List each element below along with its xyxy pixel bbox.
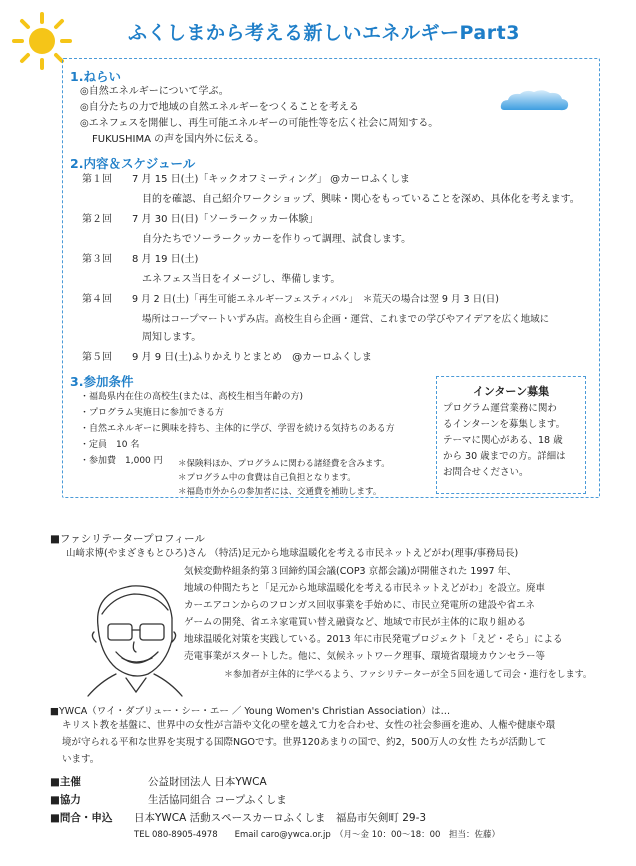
session-date: 7 月 15 日(土)「キックオフミーティング」 @カーロふくしま — [132, 174, 410, 185]
aims-item: ◎エネフェスを開催し、再生可能エネルギーの可能性等を広く社会に周知する。 — [80, 118, 439, 129]
facilitator-heading: ■ファシリテータープロフィール — [50, 533, 205, 545]
bio-line: ゲームの開発、省エネ家電買い替え融資など、地域で市民が主体的に取り組める — [184, 617, 527, 628]
facilitator-portrait — [70, 570, 200, 700]
intern-line: プログラム運営業務に関わ — [443, 403, 557, 414]
aims-item: ◎自然エネルギーについて学ぶ。 — [80, 86, 229, 97]
intern-line: から 30 歳までの方。詳細は — [443, 451, 566, 462]
schedule-heading: 2.内容＆スケジュール — [70, 156, 196, 171]
session-number: 第３回 — [82, 254, 112, 265]
bio-line: 地球温暖化対策を実践している。2013 年に市民発電プロジェクト「えど・そら」による — [184, 634, 563, 645]
cloud-icon — [498, 88, 570, 114]
condition-item: ・自然エネルギーに興味を持ち、主体的に学び、学習を続ける気持ちのある方 — [80, 424, 395, 434]
condition-item: ・参加費 1,000 円 — [80, 456, 163, 466]
bio-line: カーエアコンからのフロンガス回収事業を手始めに、市民立発電所の建設や省エネ — [184, 600, 536, 611]
condition-note: ＊福島市外からの参加者には、交通費を補助します。 — [178, 487, 382, 497]
condition-note: ＊プログラム中の食費は自己負担となります。 — [178, 473, 356, 483]
session-date: 8 月 19 日(土) — [132, 254, 199, 265]
page-title: ふくしまから考える新しいエネルギーPart3 — [128, 22, 520, 44]
condition-item: ・プログラム実施日に参加できる方 — [80, 408, 224, 418]
ywca-line: 境が守られる平和な世界を実現する国際NGOです。世界120あまりの国で、約2，500万人の女性 たちが活動して — [62, 737, 547, 748]
session-desc: 周知します。 — [142, 332, 202, 343]
contact-details: TEL 080-8905-4978 Email caro@ywca.or.jp （月～金 10：00～18：00 担当：佐藤） — [134, 830, 500, 840]
session-desc: 場所はコープマートいずみ店。高校生自ら企画・運営、これまでの学びやアイデアを広く地域に — [142, 314, 550, 325]
session-desc: 目的を確認、自己紹介ワークショップ、興味・関心をもっていることを深め、具体化を考えます。 — [142, 194, 580, 205]
ywca-line: キリスト教を基盤に、世界中の女性が言語や文化の壁を越えて力を合わせ、女性の社会参画を進め、人権や健康や環 — [62, 720, 556, 731]
bio-line: 売電事業がスタートした。他に、気候ネットワーク理事、環境省環境カウンセラー等 — [184, 651, 546, 662]
session-date: 9 月 2 日(土)「再生可能エネルギーフェスティバル」 ＊荒天の場合は翌 9 月 3 日(日) — [132, 294, 499, 305]
session-desc: エネフェス当日をイメージし、準備します。 — [142, 274, 341, 285]
facilitator-name: 山﨑求博(やまざきもとひろ)さん （特活)足元から地球温暖化を考える市民ネットえどがわ(理事/事務局長) — [66, 548, 519, 559]
session-date: 9 月 9 日(土)ふりかえりとまとめ @カーロふくしま — [132, 352, 372, 363]
contact-label: ■問合・申込 — [50, 812, 113, 824]
ywca-line: います。 — [62, 754, 100, 765]
aims-heading: 1.ねらい — [70, 69, 121, 84]
session-desc: 自分たちでソーラークッカーを作りって調理、試食します。 — [142, 234, 412, 245]
host-label: ■主催 — [50, 776, 81, 788]
ywca-heading: ■YWCA（ワイ・ダブリュー・シー・エー ／ Young Women's Christian Association）は… — [50, 706, 451, 717]
intern-box — [436, 376, 586, 494]
intern-line: るインターンを募集します。 — [443, 419, 566, 430]
aims-item: ◎自分たちの力で地域の自然エネルギーをつくることを考える — [80, 102, 359, 113]
intern-line: お問合せください。 — [443, 467, 529, 478]
aims-item: FUKUSHIMA の声を国内外に伝える。 — [92, 134, 265, 145]
condition-item: ・福島県内在住の高校生(または、高校生相当年齢の方) — [80, 392, 304, 402]
session-number: 第２回 — [82, 214, 112, 225]
session-date: 7 月 30 日(日)「ソーラークッカー体験」 — [132, 214, 319, 225]
condition-item: ・定員 10 名 — [80, 440, 140, 450]
condition-note: ＊保険料ほか、プログラムに関わる諸経費を含みます。 — [178, 459, 390, 469]
bio-line: 地域の仲間たちと「足元から地球温暖化を考える市民ネットえどがわ」を設立。廃車 — [184, 583, 546, 594]
coop-value: 生活協同組合 コープふくしま — [148, 794, 287, 806]
bio-line: 気候変動枠組条約第３回締約国会議(COP3 京都会議)が開催された 1997 年、 — [184, 566, 517, 577]
session-number: 第５回 — [82, 352, 112, 363]
intern-title: インターン募集 — [472, 385, 550, 398]
intern-line: テーマに関心がある、18 歳 — [443, 435, 563, 446]
session-number: 第４回 — [82, 294, 112, 305]
facilitator-note: ＊参加者が主体的に学べるよう、ファシリテーターが全５回を通して司会・進行をします。 — [224, 670, 592, 680]
session-number: 第１回 — [82, 174, 112, 185]
coop-label: ■協力 — [50, 794, 81, 806]
host-value: 公益財団法人 日本YWCA — [148, 776, 267, 788]
conditions-heading: 3.参加条件 — [70, 374, 134, 389]
contact-value: 日本YWCA 活動スペースカーロふくしま 福島市矢剣町 29-3 — [134, 812, 427, 824]
